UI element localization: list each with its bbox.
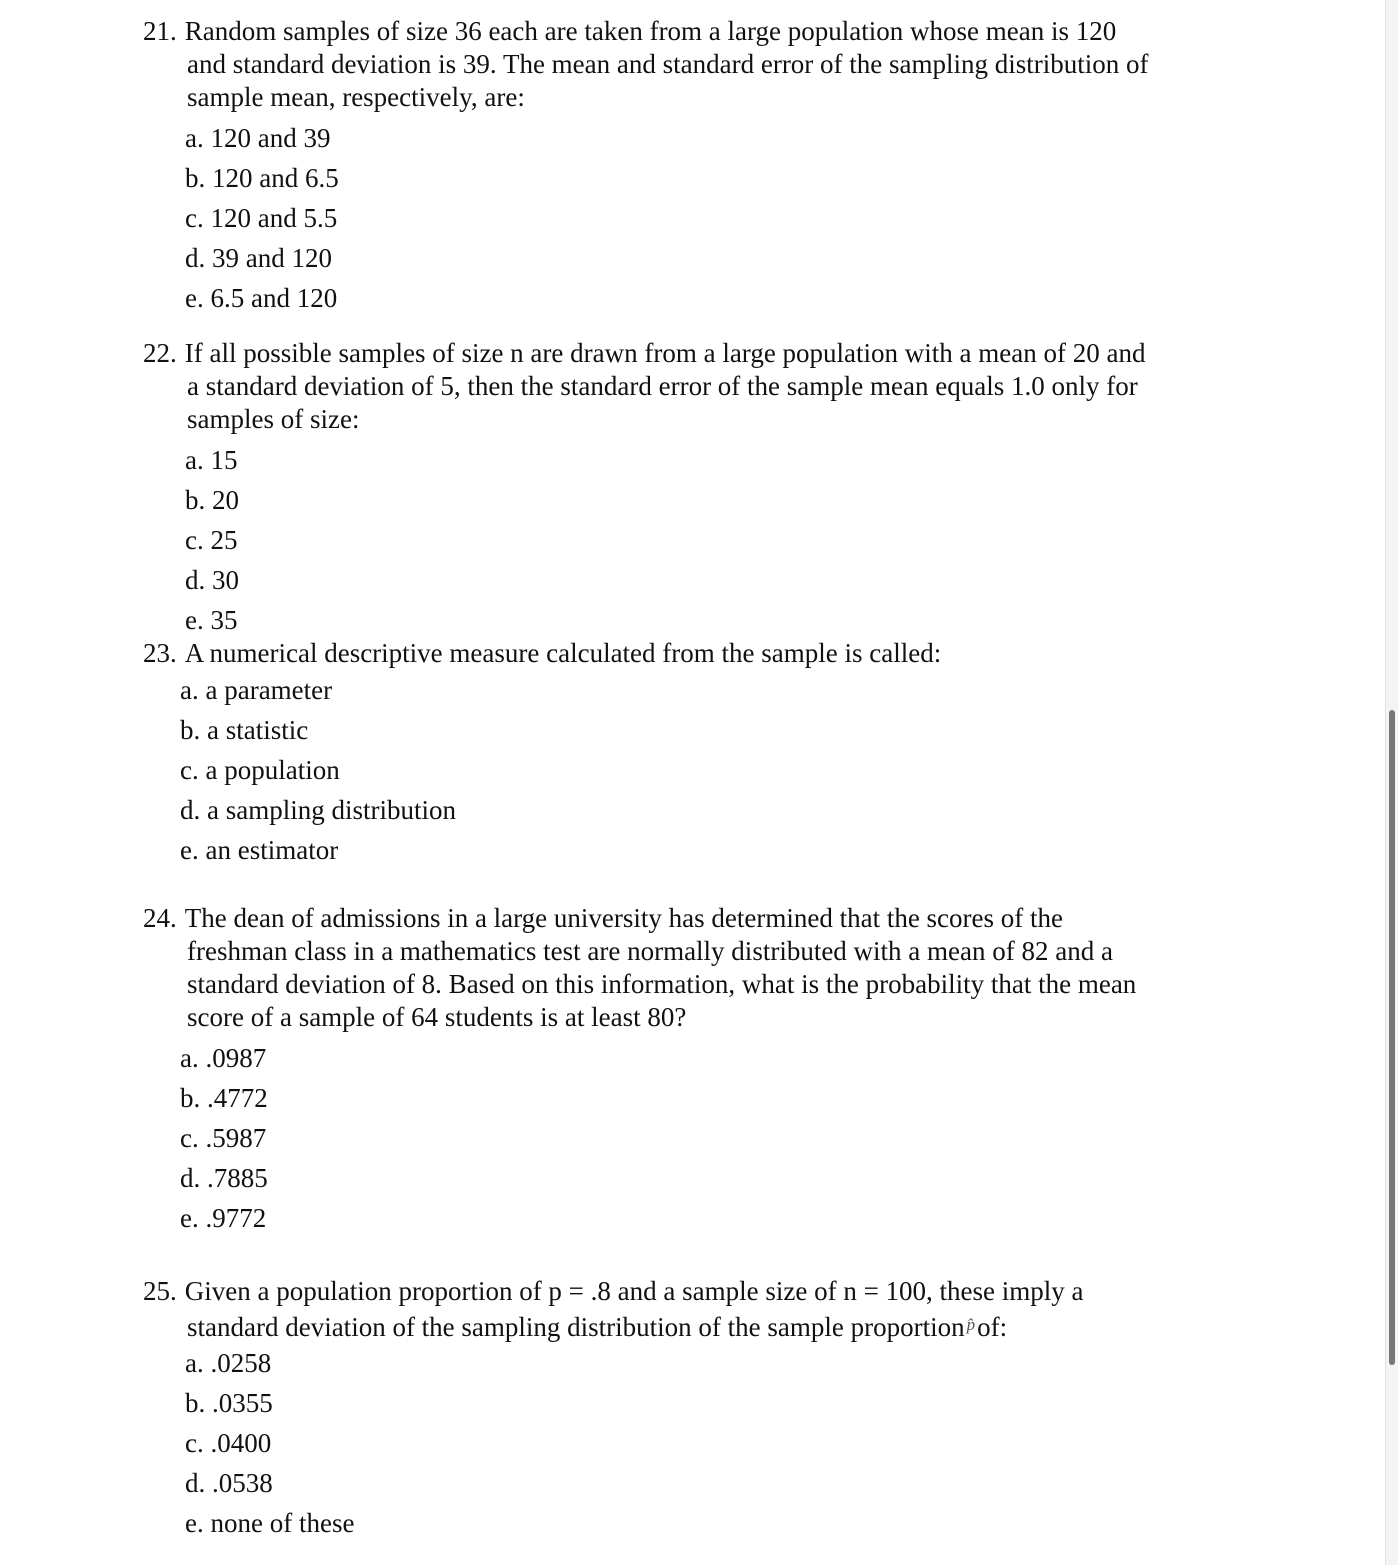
- question-text: sample mean, respectively, are:: [187, 82, 525, 112]
- answer-option: d. .0538: [185, 1468, 273, 1498]
- question-text: a standard deviation of 5, then the standard error of the sample mean equals 1.0 only for: [187, 371, 1138, 401]
- question-25: [143, 1275, 1084, 1543]
- question-text: samples of size:: [187, 404, 360, 434]
- answer-option: a. a parameter: [180, 675, 333, 705]
- scrollbar-thumb[interactable]: [1389, 710, 1395, 1365]
- answer-option: e. 6.5 and 120: [185, 283, 338, 313]
- question-text-line: [143, 1001, 1136, 1034]
- answer-option: a. 120 and 39: [185, 123, 331, 153]
- answer-option: a. 15: [185, 445, 238, 475]
- answer-option: c. .0400: [185, 1428, 272, 1458]
- answer-options: [143, 440, 1145, 640]
- question-text-line: [143, 81, 1149, 114]
- answer-option: d. 30: [185, 565, 239, 595]
- answer-option: e. 35: [185, 605, 238, 635]
- answer-option: d. .7885: [180, 1163, 268, 1193]
- question-number: 21.: [143, 16, 177, 46]
- question-text-line: [143, 15, 1149, 48]
- question-text: Given a population proportion of p = .8 and a sample size of n = 100, these imply a: [184, 1276, 1084, 1306]
- question-number: 22.: [143, 338, 177, 368]
- question-text: score of a sample of 64 students is at least 80?: [187, 1002, 687, 1032]
- question-text-suffix: of:: [977, 1312, 1008, 1342]
- question-text-line: [143, 48, 1149, 81]
- question-number: 24.: [143, 903, 177, 933]
- answer-option: c. .5987: [180, 1123, 267, 1153]
- question-text: A numerical descriptive measure calculated from the sample is called:: [184, 638, 942, 668]
- answer-option: c. 120 and 5.5: [185, 203, 338, 233]
- question-text-line: [143, 370, 1145, 403]
- answer-option: c. a population: [180, 755, 340, 785]
- question-text-line: [143, 337, 1145, 370]
- p-hat-symbol: p̂: [966, 1315, 976, 1334]
- question-text-line: [143, 1308, 1084, 1341]
- question-text-line: [143, 1275, 1084, 1308]
- answer-option: a. .0987: [180, 1043, 267, 1073]
- question-21: [143, 15, 1149, 318]
- question-text-line: [143, 935, 1136, 968]
- question-22: [143, 337, 1145, 640]
- question-24: [143, 902, 1136, 1238]
- question-text-line: [143, 968, 1136, 1001]
- answer-option: a. .0258: [185, 1348, 272, 1378]
- answer-options: [143, 118, 1149, 318]
- question-number: 23.: [143, 638, 177, 668]
- answer-option: c. 25: [185, 525, 238, 555]
- answer-option: d. 39 and 120: [185, 243, 332, 273]
- question-text: standard deviation of 8. Based on this information, what is the probability that the mean: [187, 969, 1137, 999]
- question-text-line: [143, 637, 941, 670]
- answer-options: [143, 670, 941, 870]
- question-text: freshman class in a mathematics test are normally distributed with a mean of 82 and a: [187, 936, 1113, 966]
- answer-option: e. an estimator: [180, 835, 339, 865]
- question-text: Random samples of size 36 each are taken from a large population whose mean is 120: [184, 16, 1117, 46]
- answer-option: b. .4772: [180, 1083, 268, 1113]
- question-text: The dean of admissions in a large university has determined that the scores of the: [184, 903, 1064, 933]
- question-text: and standard deviation is 39. The mean and standard error of the sampling distribution of: [187, 49, 1149, 79]
- answer-options: [143, 1038, 1136, 1238]
- answer-option: b. 20: [185, 485, 239, 515]
- answer-option: b. a statistic: [180, 715, 309, 745]
- answer-option: e. .9772: [180, 1203, 267, 1233]
- question-text: If all possible samples of size n are drawn from a large population with a mean of 20 and: [184, 338, 1146, 368]
- answer-option: e. none of these: [185, 1508, 355, 1538]
- answer-option: b. .0355: [185, 1388, 273, 1418]
- question-text: standard deviation of the sampling distribution of the sample proportion: [187, 1312, 965, 1342]
- scrollbar-track[interactable]: [1385, 0, 1398, 1565]
- question-text-line: [143, 403, 1145, 436]
- question-23: [143, 637, 941, 870]
- answer-option: b. 120 and 6.5: [185, 163, 339, 193]
- question-number: 25.: [143, 1276, 177, 1306]
- answer-options: [143, 1343, 1084, 1543]
- answer-option: d. a sampling distribution: [180, 795, 456, 825]
- question-text-line: [143, 902, 1136, 935]
